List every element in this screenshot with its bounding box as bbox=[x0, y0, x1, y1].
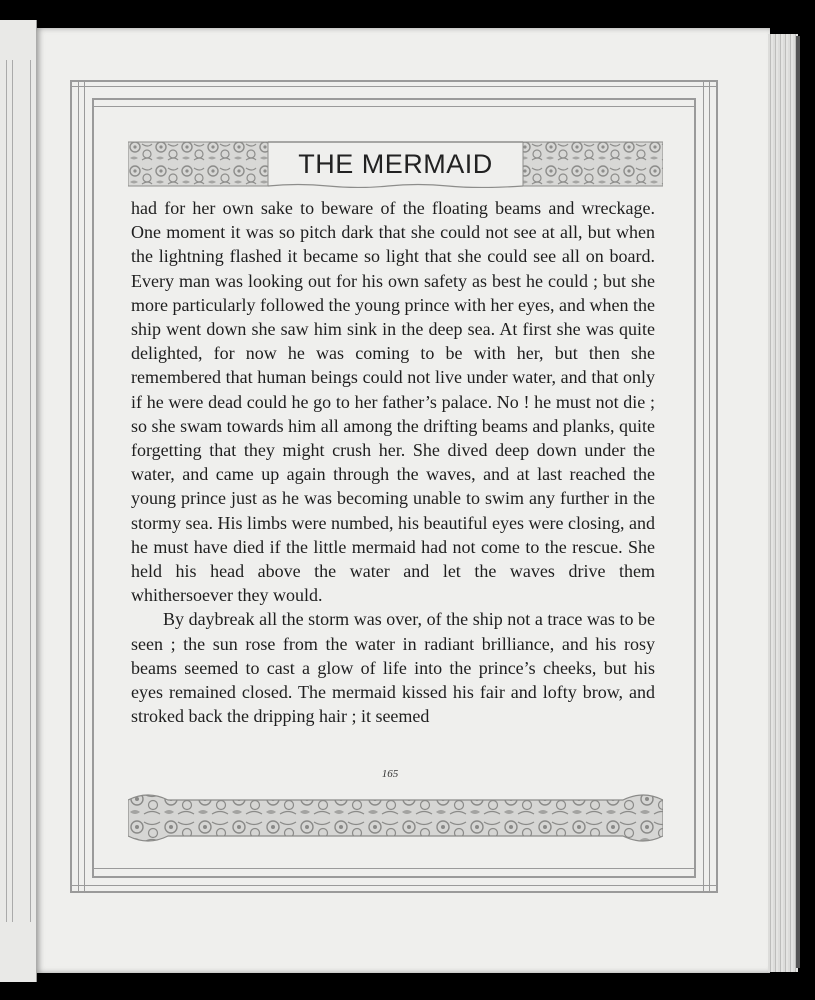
facing-page-edge bbox=[0, 20, 37, 982]
page-number: 165 bbox=[381, 768, 399, 780]
page-stack-edge bbox=[768, 34, 798, 972]
title-banner bbox=[128, 140, 663, 188]
body-text bbox=[131, 196, 655, 728]
floral-scroll-ornament-icon bbox=[128, 790, 663, 846]
paragraph: By daybreak all the storm was over, of the ship not a trace was to be seen ; the sun rose from the water in radiant brilliance, and his rosy beams seemed to cast a glow of life into the prince’s cheeks, but his eyes remained closed. The mermaid kissed his fair and lofty brow, and stroked back the dripping hair ; it seemed bbox=[131, 609, 655, 727]
paragraph: had for her own sake to beware of the floating beams and wreckage. One moment it was so pitch dark that she could not see at all, but when the lightning flashed it became so light that she could see all on board. Every man was looking out for his own safety as best he could ; but she more particularly followed the young prince with her eyes, and when the ship went down she saw him sink in the deep sea. At first she was quite delighted, for now he was coming to be with her, but then she remembered that human beings could not live under water, and that only if he were dead could he go to her father’s palace. No ! he must not die ; so she swam towards him all among the drifting beams and planks, quite forgetting that they might crush her. She dived deep down under the water, and came up again through the waves, and at last reached the young prince just as he was becoming unable to swim any further in the stormy sea. His limbs were numbed, his beautiful eyes were closing, and he must have died if the little mermaid had not come to the rescue. She held his head above the water and let the waves drive them whithersoever they would. bbox=[131, 198, 655, 606]
running-title: THE MERMAID bbox=[298, 148, 493, 179]
